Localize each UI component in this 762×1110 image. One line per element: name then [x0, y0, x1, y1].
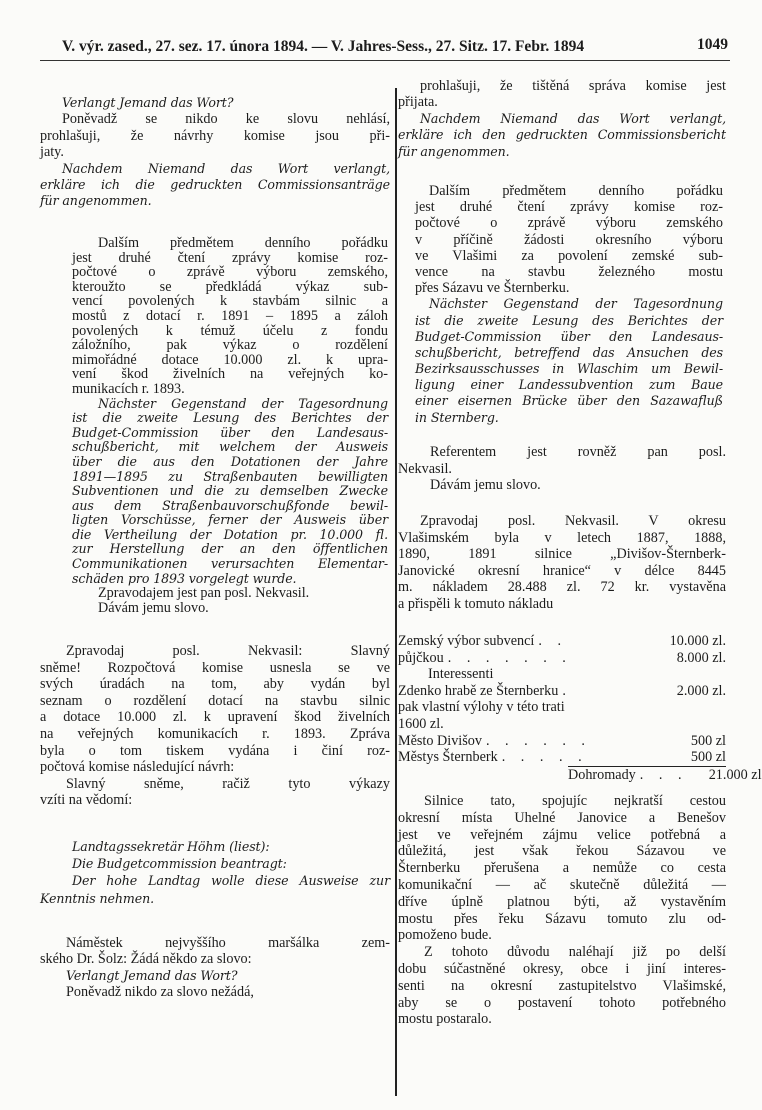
table-cell-label: Zdenko hrabě ze Šternberku: [398, 682, 559, 699]
text-line: zur Herstellung der an den öffentlichen: [72, 541, 388, 557]
table-cell-amount: [656, 699, 726, 716]
text-line: erkläre ich die gedruckten Commissionsanträge: [40, 176, 390, 192]
paragraph: [40, 935, 390, 968]
text-line: ve Vlašimi za povolení zemské sub-: [415, 247, 723, 264]
text-line: 1890, 1891 silnice „Divišov-Šternberk-: [398, 546, 726, 563]
table-cell-label: Dohromady: [568, 766, 636, 783]
text-line: Poněvadž se nikdo ke slovu nehlásí,: [62, 111, 390, 128]
table-cell-label: půjčkou: [398, 649, 444, 666]
paragraph: [398, 944, 726, 1028]
page-number: 1049: [697, 36, 728, 53]
text-line: schußbericht, betreffend das Ansuchen des: [415, 344, 723, 360]
paragraph: [398, 78, 726, 111]
table-cell-amount: 10.000 zl.: [669, 633, 726, 649]
text-line: Dalším předmětem denního pořádku: [98, 235, 388, 251]
text-line: mostů z dotací r. 1891 – 1895 a záloh: [72, 307, 388, 324]
table-cell-amount: 500 zl: [690, 749, 726, 766]
text-line: einer eisernen Brücke über den Sazawafluß: [415, 393, 723, 409]
text-line: die Vertheilung der Dotation pr. 10.000 fl.: [72, 526, 388, 542]
text-line: Slavný sněme, račiž tyto výkazy: [66, 775, 390, 792]
table-row: [398, 716, 726, 733]
paragraph: [40, 95, 390, 111]
right-text-block-b2: [415, 183, 723, 426]
text-line: a dotace 10.000 zl. k upravení škod živelních: [40, 709, 390, 726]
text-line: dobu súčastněné okresy, obce i jiní interes-: [398, 960, 726, 977]
text-line: senti na okresní zastupitelstvo Vlašimské,: [398, 977, 726, 994]
text-line: přijata.: [398, 94, 438, 111]
paragraph: [415, 296, 723, 426]
text-line: Budget-Commission über den Landesaus-: [415, 328, 723, 344]
table-cell-amount: 500 zl: [690, 732, 726, 749]
table-cell-dots: . . . . . .: [485, 732, 591, 749]
text-line: Z tohoto důvodu naléhají již po delší: [424, 944, 726, 961]
text-line: mostu postaralo.: [398, 1011, 492, 1028]
table-cell-label: 1600 zl.: [398, 715, 444, 732]
left-text-block-b5: [40, 935, 390, 1001]
table-row: [568, 766, 762, 784]
text-line: sněme! Rozpočtová komise usnesla se ve: [40, 659, 390, 676]
paragraph: [398, 444, 726, 477]
text-line: přes Sázavu ve Šternberku.: [415, 280, 570, 297]
text-line: vení škod živelních na veřejných ko-: [72, 366, 388, 383]
right-text-block-b4: [398, 513, 726, 613]
text-line: vencí povolených k stavbám silnic a: [72, 293, 388, 310]
text-line: Dalším předmětem denního pořádku: [429, 183, 723, 199]
text-line: v příčině žádosti okresního výboru: [415, 231, 723, 248]
table-cell-amount: 8.000 zl.: [676, 649, 726, 666]
text-line: aby se o postavení tohoto potřebného: [398, 994, 726, 1011]
text-line: Zpravodaj posl. Nekvasil: Slavný: [66, 643, 390, 659]
text-line: ligten Vorschüsse, ferner der Ausweis über: [72, 512, 388, 528]
left-text-block-b3: [40, 643, 390, 809]
text-line: Referentem jest rovněž pan posl.: [430, 444, 726, 460]
table-cell-label: pak vlastní výlohy v této trati: [398, 699, 565, 716]
paragraph: [40, 111, 390, 160]
page-header: [40, 34, 730, 61]
cost-contribution-table: [398, 633, 762, 783]
text-line: dříve úplně platnou býti, až vystavěním: [398, 893, 726, 910]
table-row: [398, 683, 726, 700]
paragraph: [40, 855, 390, 872]
text-line: erkläre ich den gedruckten Commissionsbericht: [398, 127, 726, 143]
text-line: Verlangt Jemand das Wort?: [62, 95, 234, 110]
table-cell-amount: [656, 666, 726, 683]
text-line: povolených k témuž účelu z fondu: [72, 322, 388, 339]
table-row: [398, 650, 726, 667]
text-line: Zpravodaj posl. Nekvasil. V okresu: [420, 513, 726, 529]
text-line: für angenommen.: [398, 143, 510, 159]
text-line: Die Budgetcommission beantragt:: [72, 856, 287, 872]
text-line: seznam o rozdělení dotací na stavbu silnic: [40, 692, 390, 709]
table-cell-dots: . . . . .: [501, 749, 588, 766]
text-line: důležitá, jest však řekou Sázavou ve: [398, 843, 726, 860]
text-line: kteroužto se předkládá výkaz sub-: [72, 278, 388, 295]
text-line: záložního, pak výkaz o rozdělení: [72, 337, 388, 354]
text-line: Silnice tato, spojujíc nejkratší cestou: [424, 793, 726, 809]
text-line: ligung einer Landessubvention zum Baue: [415, 377, 723, 393]
text-line: für angenommen.: [40, 193, 152, 209]
text-line: Zpravodajem jest pan posl. Nekvasil.: [98, 585, 310, 602]
text-line: Dávám jemu slovo.: [98, 599, 209, 616]
paragraph: [72, 586, 388, 601]
table-cell-label: Zemský výbor subvencí: [398, 633, 535, 649]
text-line: Kenntnis nehmen.: [40, 890, 154, 906]
text-line: 1891—1895 zu Straßenbauten bewilligten: [72, 468, 388, 484]
text-line: Nächster Gegenstand der Tagesordnung: [429, 296, 723, 312]
text-line: aus dem Straßenbauvorschußfonde bewil-: [72, 497, 388, 513]
paragraph: [40, 161, 390, 210]
text-line: über die aus den Dotationen der Jahre: [72, 453, 388, 469]
running-title: V. výr. zased., 27. sez. 17. února 1894. — V. Jahres-Sess., 27. Sitz. 17. Febr. 1894: [62, 38, 585, 55]
table-cell-dots: . . . . . . .: [447, 649, 572, 666]
text-line: prohlašuji, že tištěná správa komise jest: [420, 78, 726, 94]
paragraph: [40, 643, 390, 776]
right-text-block-b3: [398, 444, 726, 494]
text-line: Verlangt Jemand das Wort?: [66, 967, 238, 983]
table-row: [398, 733, 726, 750]
left-text-block-b4: [40, 838, 390, 907]
text-line: a přispěli k tomuto nákladu: [398, 595, 554, 612]
column-divider: [395, 88, 397, 1096]
text-line: ist die zweite Lesung des Berichtes der: [72, 410, 388, 426]
paragraph: [415, 183, 723, 296]
text-line: jest ve veřejném zájmu velice potřebná a: [398, 826, 726, 843]
text-line: Der hohe Landtag wolle diese Ausweise zur: [72, 873, 390, 889]
text-line: Dávám jemu slovo.: [430, 477, 541, 494]
paragraph: [72, 397, 388, 587]
right-text-block-b5: [398, 793, 726, 1028]
text-line: mimořádné dotace 10.000 zl. k upra-: [72, 351, 388, 368]
table-cell-dots: .: [562, 682, 572, 699]
text-line: mostu přes řeku Sázavu tomuto zlu od-: [398, 910, 726, 927]
text-line: okresní místa Uhelné Janovice a Benešov: [398, 809, 726, 826]
text-line: Vlašimském byla v letech 1887, 1888,: [398, 529, 726, 546]
text-line: svých úradách na tom, aby vydán byl: [40, 676, 390, 693]
text-line: komunikační — ač skutečně důležitá —: [398, 876, 726, 893]
text-line: Janovické okresní hranice“ v délce 8445: [398, 562, 726, 579]
paragraph: [40, 838, 390, 855]
table-row: [398, 749, 726, 766]
text-line: počtové o zprávě výboru zemského,: [72, 264, 388, 281]
text-line: Šternberku přerušena a nemůže co cesta: [398, 860, 726, 877]
table-row: [398, 633, 726, 650]
table-cell-amount: [656, 716, 726, 733]
text-line: Subventionen und die zu demselben Zwecke: [72, 483, 388, 499]
text-line: prohlašuji, že návrhy komise jsou při-: [40, 127, 390, 144]
text-line: schußbericht, mit welchem der Ausweis: [72, 439, 388, 455]
text-line: vzíti na vědomí:: [40, 792, 133, 809]
text-line: počtová komise následující návrh:: [40, 759, 235, 776]
text-line: in Sternberg.: [415, 409, 499, 425]
table-cell-amount: 21.000 zl: [708, 766, 762, 783]
paragraph: [40, 968, 390, 984]
text-line: ist die zweite Lesung des Berichtes der: [415, 312, 723, 328]
text-line: Nachdem Niemand das Wort verlangt,: [420, 110, 726, 126]
text-line: schäden pro 1893 vorgelegt wurde.: [72, 570, 297, 586]
left-text-block-b2: [72, 236, 388, 615]
text-line: jest druhé čtení zprávy komise roz-: [72, 249, 388, 266]
table-cell-dots: . . .: [639, 766, 688, 783]
text-line: Landtagssekretär Höhm (liest):: [72, 839, 270, 854]
text-line: Nachdem Niemand das Wort verlangt,: [62, 160, 390, 176]
paragraph: [72, 601, 388, 616]
text-line: m. nákladem 28.488 zl. 72 kr. vystavěna: [398, 579, 726, 596]
table-cell-dots: [444, 716, 656, 733]
paragraph: [40, 872, 390, 906]
paragraph: [398, 111, 726, 160]
left-text-block-b1: [40, 95, 390, 210]
right-text-block-b1: [398, 78, 726, 160]
paragraph: [398, 793, 726, 944]
text-line: Budget-Commission über den Landesaus-: [72, 424, 388, 440]
table-cell-dots: . .: [538, 633, 567, 649]
text-line: Communikationen verursachten Elementar-: [72, 556, 388, 572]
text-line: jaty.: [40, 144, 64, 161]
paragraph: [72, 236, 388, 397]
paragraph: [40, 984, 390, 1000]
text-line: Poněvadž nikdo za slovo nežádá,: [66, 984, 254, 1001]
text-line: Nekvasil.: [398, 460, 452, 477]
table-cell-amount: 2.000 zl.: [676, 682, 726, 699]
text-line: Náměstek nejvyššího maršálka zem-: [66, 935, 390, 951]
table-cell-label: Městys Šternberk: [398, 749, 498, 766]
table-cell-label: Interessenti: [428, 666, 494, 683]
table-row: [398, 666, 726, 683]
text-line: munikacích r. 1893.: [72, 380, 185, 397]
paragraph: [398, 513, 726, 613]
table-cell-dots: [565, 699, 656, 716]
text-line: ského Dr. Šolz: Žádá někdo za slovo:: [40, 951, 252, 968]
text-line: pomoženo bude.: [398, 927, 492, 944]
text-line: Nächster Gegenstand der Tagesordnung: [98, 395, 388, 411]
text-line: jest druhé čtení zprávy komise roz-: [415, 199, 723, 216]
table-row: [398, 699, 726, 716]
text-line: počtové o zprávě výboru zemského: [415, 215, 723, 232]
text-line: byla o tom tiskem vydána i činí roz-: [40, 742, 390, 759]
paragraph: [398, 477, 726, 494]
paragraph: [40, 776, 390, 809]
text-line: Bezirksausschusses in Wlaschim um Bewil-: [415, 361, 723, 377]
table-cell-dots: [493, 666, 656, 683]
text-line: vence na stavbu železného mostu: [415, 263, 723, 280]
table-cell-label: Město Divišov: [398, 732, 482, 749]
text-line: na veřejných komunikacích r. 1893. Zpráva: [40, 725, 390, 742]
